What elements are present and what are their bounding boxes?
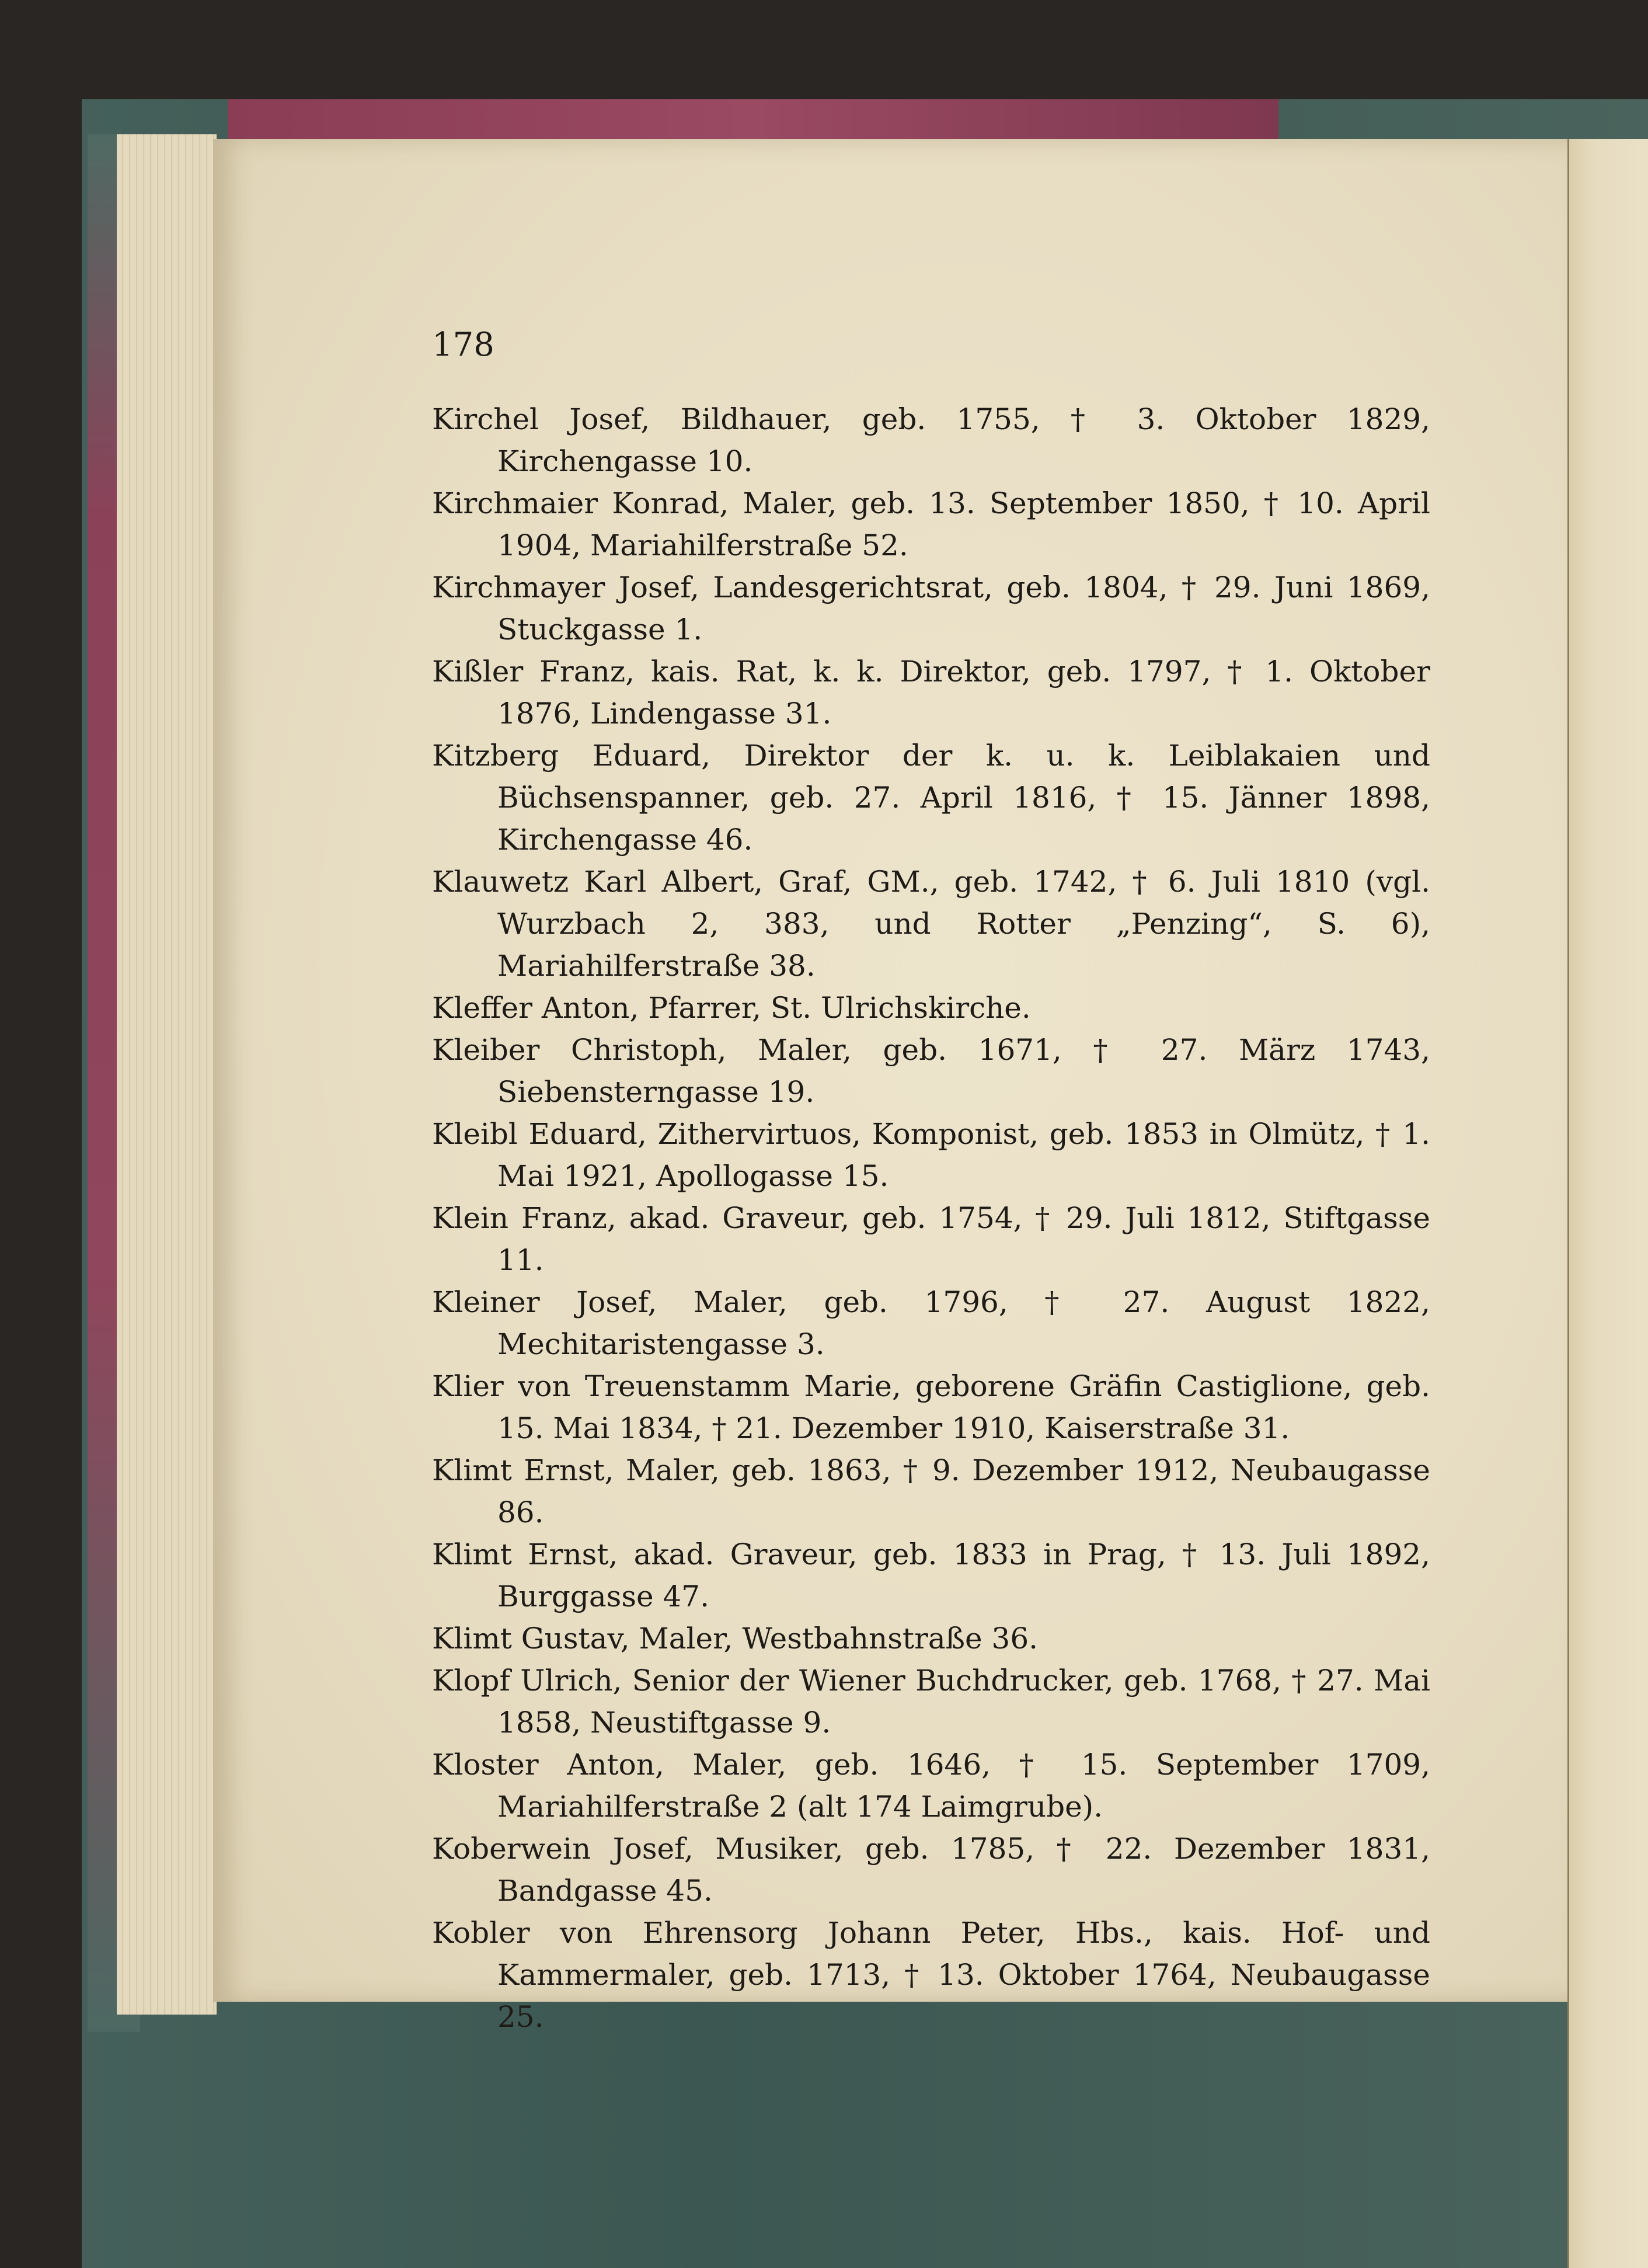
cover-spine-edge [228,99,1278,140]
directory-entries [432,398,1430,2038]
list-item: Kobler von Ehrensorg Johann Peter, Hbs., kais. Hof- und Kammermaler, geb. 1713, † 13. Oktober 1764, Neubaugasse 25. [432,1916,1430,2034]
list-item: Klopf Ulrich, Senior der Wiener Buchdrucker, geb. 1768, † 27. Mai 1858, Neustiftgasse 9. [432,1664,1430,1740]
list-item: Kleffer Anton, Pfarrer, St. Ulrichskirche. [432,991,1031,1025]
list-item: Kißler Franz, kais. Rat, k. k. Direktor, geb. 1797, † 1. Oktober 1876, Lindengasse 31. [432,655,1430,731]
list-item: Kleibl Eduard, Zithervirtuos, Komponist, geb. 1853 in Olmütz, † 1. Mai 1921, Apollogasse 15. [432,1117,1430,1193]
list-item: Koberwein Josef, Musiker, geb. 1785, † 22. Dezember 1831, Bandgasse 45. [432,1832,1430,1908]
list-item: Klimt Gustav, Maler, Westbahnstraße 36. [432,1622,1039,1655]
list-item: Klein Franz, akad. Graveur, geb. 1754, † 29. Juli 1812, Stiftgasse 11. [432,1201,1430,1277]
list-item: Klauwetz Karl Albert, Graf, GM., geb. 1742, † 6. Juli 1810 (vgl. Wurzbach 2, 383, und Rotter „Penzing“, S. 6), Mariahilferstraße 38. [432,865,1430,983]
list-item: Kitzberg Eduard, Direktor der k. u. k. Leiblakaien und Büchsenspanner, geb. 27. April 1816, † 15. Jänner 1898, Kirchengasse 46. [432,739,1430,857]
list-item: Klimt Ernst, Maler, geb. 1863, † 9. Dezember 1912, Neubaugasse 86. [432,1453,1430,1529]
list-item: Klimt Ernst, akad. Graveur, geb. 1833 in Prag, † 13. Juli 1892, Burggasse 47. [432,1537,1430,1613]
list-item: Kleiner Josef, Maler, geb. 1796, † 27. August 1822, Mechitaristengasse 3. [432,1285,1430,1361]
page-number: 178 [432,326,494,364]
list-item: Kleiber Christoph, Maler, geb. 1671, † 27. März 1743, Siebensterngasse 19. [432,1033,1430,1109]
list-item: Kirchmaier Konrad, Maler, geb. 13. September 1850, † 10. April 1904, Mariahilferstraße 52. [432,486,1430,562]
page-stack-edges [117,134,217,2015]
facing-page-edge [1567,139,1648,2268]
list-item: Kloster Anton, Maler, geb. 1646, † 15. September 1709, Mariahilferstraße 2 (alt 174 Laimgrube). [432,1748,1430,1824]
list-item: Klier von Treuenstamm Marie, geborene Gräfin Castiglione, geb. 15. Mai 1834, † 21. Dezember 1910, Kaiserstraße 31. [432,1369,1430,1445]
list-item: Kirchmayer Josef, Landesgerichtsrat, geb. 1804, † 29. Juni 1869, Stuckgasse 1. [432,571,1430,646]
list-item: Kirchel Josef, Bildhauer, geb. 1755, † 3. Oktober 1829, Kirchengasse 10. [432,402,1430,478]
